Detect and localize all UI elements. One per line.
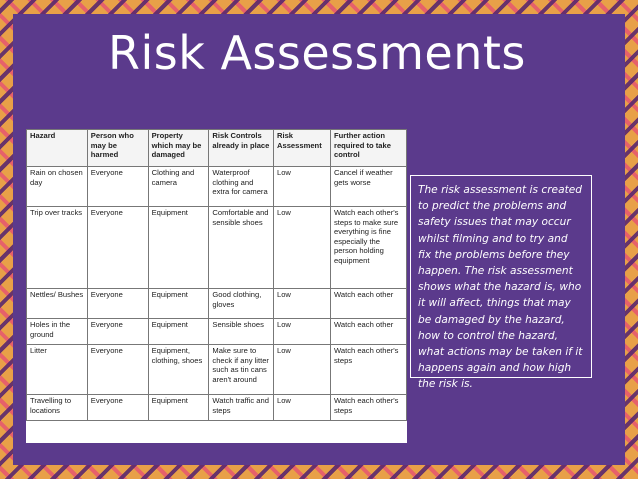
table-cell: Low [273,207,330,289]
header-person-harmed: Person who may be harmed [87,130,148,167]
table-cell: Everyone [87,319,148,345]
table-cell: Low [273,319,330,345]
table-cell: Low [273,289,330,319]
table-cell: Everyone [87,207,148,289]
table-row [27,207,407,289]
table-cell: Trip over tracks [27,207,88,289]
table-cell: Nettles/ Bushes [27,289,88,319]
header-property-damaged: Property which may be damaged [148,130,209,167]
table-cell: Everyone [87,289,148,319]
table-cell: Good clothing, gloves [209,289,274,319]
header-risk-controls: Risk Controls already in place [209,130,274,167]
table-cell: Watch each other's steps [330,345,406,395]
table-cell: Low [273,167,330,207]
table-cell: Sensible shoes [209,319,274,345]
table-cell: Watch each other's steps to make sure everything is fine especially the person holding equipment [330,207,406,289]
table-cell: Travelling to locations [27,395,88,421]
table-cell: Watch each other's steps [330,395,406,421]
risk-assessment-table [26,129,407,421]
table-cell: Watch traffic and steps [209,395,274,421]
table-row [27,289,407,319]
table-header-row [27,130,407,167]
table-cell: Clothing and camera [148,167,209,207]
table-cell: Equipment [148,319,209,345]
table-cell: Rain on chosen day [27,167,88,207]
table-row [27,167,407,207]
header-hazard: Hazard [27,130,88,167]
table-cell: Equipment [148,395,209,421]
table-cell: Watch each other [330,289,406,319]
description-callout: The risk assessment is created to predict the problems and safety issues that may occur whilst filming and to try and fix the problems before they happen. The risk assessment shows what the hazard is, who it will affect, things that may be damaged by the hazard, how to control the hazard, what actions may be taken if it happens again and how high the risk is. [410,175,592,378]
header-further-action: Further action required to take control [330,130,406,167]
slide-title: Risk Assessments [108,26,526,80]
table-cell: Everyone [87,167,148,207]
table-row [27,319,407,345]
table-cell: Everyone [87,395,148,421]
table-cell: Make sure to check if any litter such as tin cans aren't around [209,345,274,395]
table-cell: Low [273,395,330,421]
table-cell: Watch each other [330,319,406,345]
table-cell: Comfortable and sensible shoes [209,207,274,289]
risk-assessment-document [26,129,407,443]
table-cell: Cancel if weather gets worse [330,167,406,207]
table-cell: Litter [27,345,88,395]
table-row [27,395,407,421]
table-cell: Equipment [148,289,209,319]
table-cell: Low [273,345,330,395]
table-row [27,345,407,395]
table-cell: Equipment [148,207,209,289]
table-cell: Everyone [87,345,148,395]
table-cell: Holes in the ground [27,319,88,345]
table-cell: Waterproof clothing and extra for camera [209,167,274,207]
header-risk-assessment: Risk Assessment [273,130,330,167]
table-cell: Equipment, clothing, shoes [148,345,209,395]
